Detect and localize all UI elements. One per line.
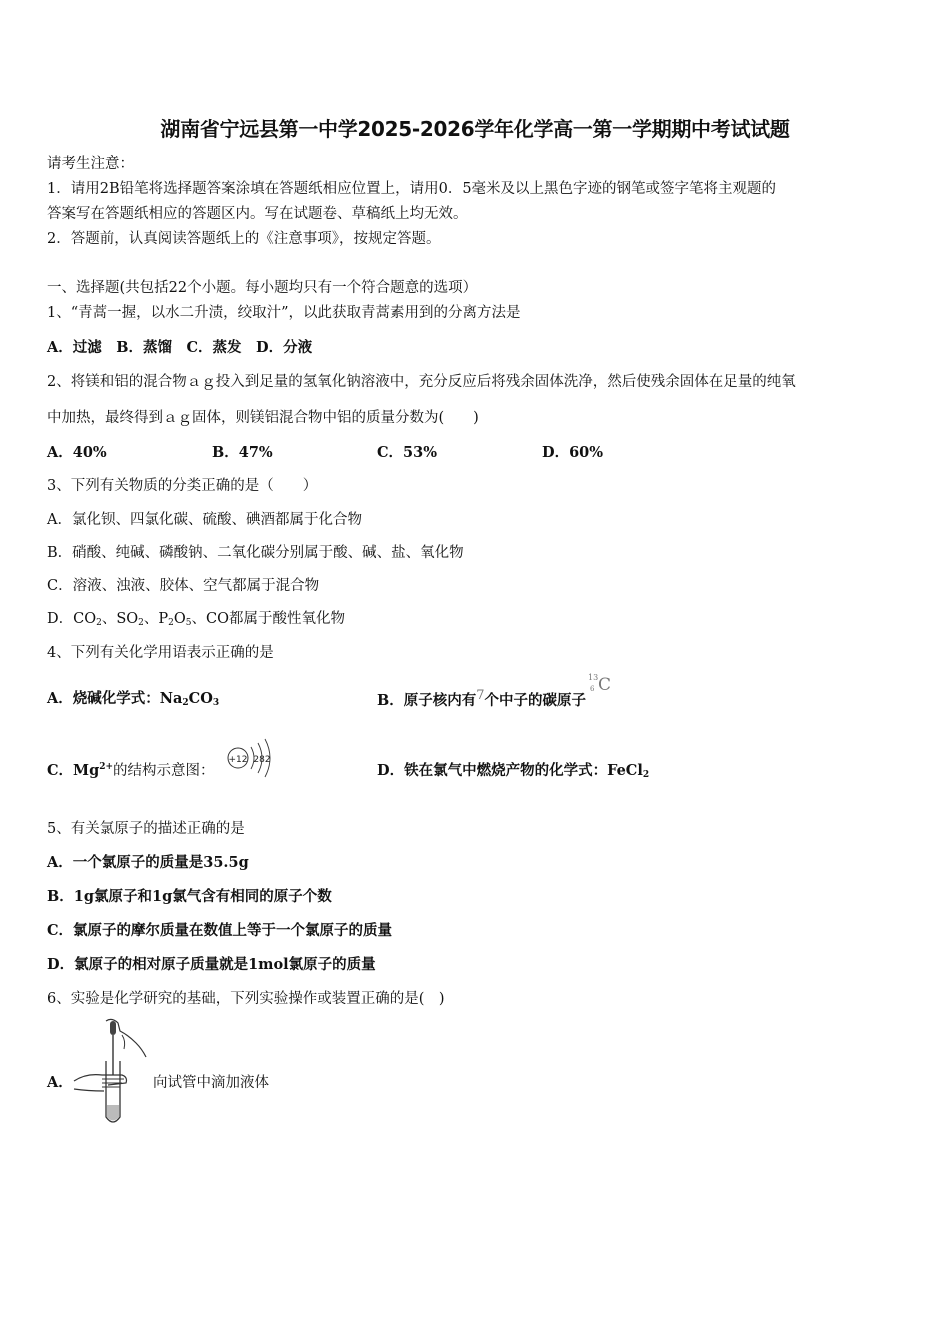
- q4-b-mass: 13: [588, 673, 599, 682]
- electron-shells: 282: [253, 755, 271, 765]
- q4-option-a: [47, 687, 219, 708]
- q6-option-a-label: A．: [47, 1074, 73, 1091]
- q3-d-sub1: 2: [96, 618, 102, 628]
- lower-hand-fingers: [102, 1079, 124, 1087]
- q3-d-sub4: 5: [185, 618, 192, 628]
- q4-option-c: [47, 759, 215, 780]
- upper-hand-finger: [122, 1035, 125, 1049]
- q6-option-a-text: 向试管中滴加液体: [153, 1075, 269, 1091]
- q4-a-sub: 2: [182, 698, 189, 708]
- q2-stem-a: 2、将镁和铝的混合物ａｇ投入到足量的氢氧化钠溶液中，充分反应后将残余固体洗净，然后使残余固体在足量的纯氧: [47, 374, 796, 390]
- q4-c-pre: C．Mg: [47, 762, 100, 779]
- q4-d-sub: 2: [642, 770, 650, 780]
- q2-option-a: A．40%: [47, 444, 107, 461]
- q4-c-sup: 2+: [99, 762, 114, 772]
- q4-a-pre: A．烧碱化学式：Na: [47, 690, 183, 707]
- q5-option-b: B．1g氯原子和1g氯气含有相同的原子个数: [47, 888, 332, 905]
- q3-d-mid1: 、SO: [101, 611, 139, 627]
- page-title: 湖南省宁远县第一中学2025-2026学年化学高一第一学期期中考试试题: [160, 117, 790, 141]
- q4-b-post: 个中子的碳原子: [484, 692, 587, 709]
- q3-d-mid3: O: [173, 611, 186, 627]
- notice-item-1b: 答案写在答题纸相应的答题区内。写在试题卷、草稿纸上均无效。: [47, 206, 468, 222]
- q5-option-a: A．一个氯原子的质量是35.5g: [47, 854, 249, 871]
- notice-item-2: 2．答题前，认真阅读答题纸上的《注意事项》，按规定答题。: [47, 231, 441, 247]
- q3-option-d: [47, 607, 345, 628]
- q1-stem: 1、“青蒿一握，以水二升渍，绞取汁”，以此获取青蒿素用到的分离方法是: [47, 305, 521, 321]
- q4-b-z: 6: [590, 685, 595, 693]
- notice-heading: 请考生注意：: [47, 156, 134, 172]
- section-heading: 一、选择题(共包括22个小题。每小题均只有一个符合题意的选项）: [47, 280, 478, 296]
- dropper-bulb: [110, 1021, 116, 1035]
- q2-option-b: B．47%: [212, 444, 273, 461]
- q3-option-b: B．硝酸、纯碱、磷酸钠、二氧化碳分别属于酸、碱、盐、氧化物: [47, 545, 464, 561]
- liquid: [107, 1105, 119, 1121]
- q4-c-post: 的结构示意图：: [113, 763, 215, 779]
- q4-option-d: [377, 759, 649, 780]
- q2-stem-b: 中加热，最终得到ａｇ固体，则镁铝混合物中铝的质量分数为( ): [47, 410, 479, 426]
- q2-option-c: C．53%: [377, 444, 437, 461]
- q6-stem: 6、实验是化学研究的基础，下列实验操作或装置正确的是( ): [47, 991, 445, 1007]
- q3-d-mid2: 、P: [143, 611, 169, 627]
- notice-item-1a: 1．请用2B铅笔将选择题答案涂填在答题纸相应位置上，请用0．5毫米及以上黑色字迹的钢笔或签字笔将主观题的: [47, 181, 777, 197]
- mg-ion-structure-diagram: [224, 735, 280, 781]
- q3-stem: 3、下列有关物质的分类正确的是（ ）: [47, 478, 318, 494]
- q1-options: A．过滤 B．蒸馏 C．蒸发 D．分液: [47, 339, 313, 356]
- q3-d-sub3: 2: [168, 618, 174, 628]
- lower-hand-palm: [74, 1089, 104, 1091]
- q3-option-a: A．氯化钡、四氯化碳、硫酸、碘酒都属于化合物: [47, 512, 362, 528]
- q4-b-pre: B．原子核内有: [377, 692, 477, 709]
- q4-d-pre: D．铁在氯气中燃烧产物的化学式：FeCl: [377, 762, 643, 779]
- carbon-isotope-notation: [586, 673, 612, 707]
- nucleus-charge: +12: [228, 755, 248, 765]
- q5-stem: 5、有关氯原子的描述正确的是: [47, 821, 245, 837]
- q5-option-d: D．氯原子的相对原子质量就是1mol氯原子的质量: [47, 956, 376, 973]
- q3-option-c: C．溶液、浊液、胶体、空气都属于混合物: [47, 578, 320, 594]
- q3-d-post: 、CO都属于酸性氧化物: [191, 611, 346, 627]
- q4-option-b: [377, 673, 612, 710]
- q3-d-pre: D．CO: [47, 611, 97, 627]
- q5-option-c: C．氯原子的摩尔质量在数值上等于一个氯原子的质量: [47, 922, 393, 939]
- test-tube-dropper-illustration: [72, 1017, 152, 1129]
- q4-stem: 4、下列有关化学用语表示正确的是: [47, 645, 274, 661]
- q4-b-sym: C: [598, 675, 612, 695]
- q4-a-post: CO: [188, 690, 213, 707]
- q3-d-sub2: 2: [138, 618, 144, 628]
- q4-b-num: 7: [476, 688, 485, 703]
- q2-option-d: D．60%: [542, 444, 604, 461]
- q4-a-sub2: 3: [212, 698, 220, 708]
